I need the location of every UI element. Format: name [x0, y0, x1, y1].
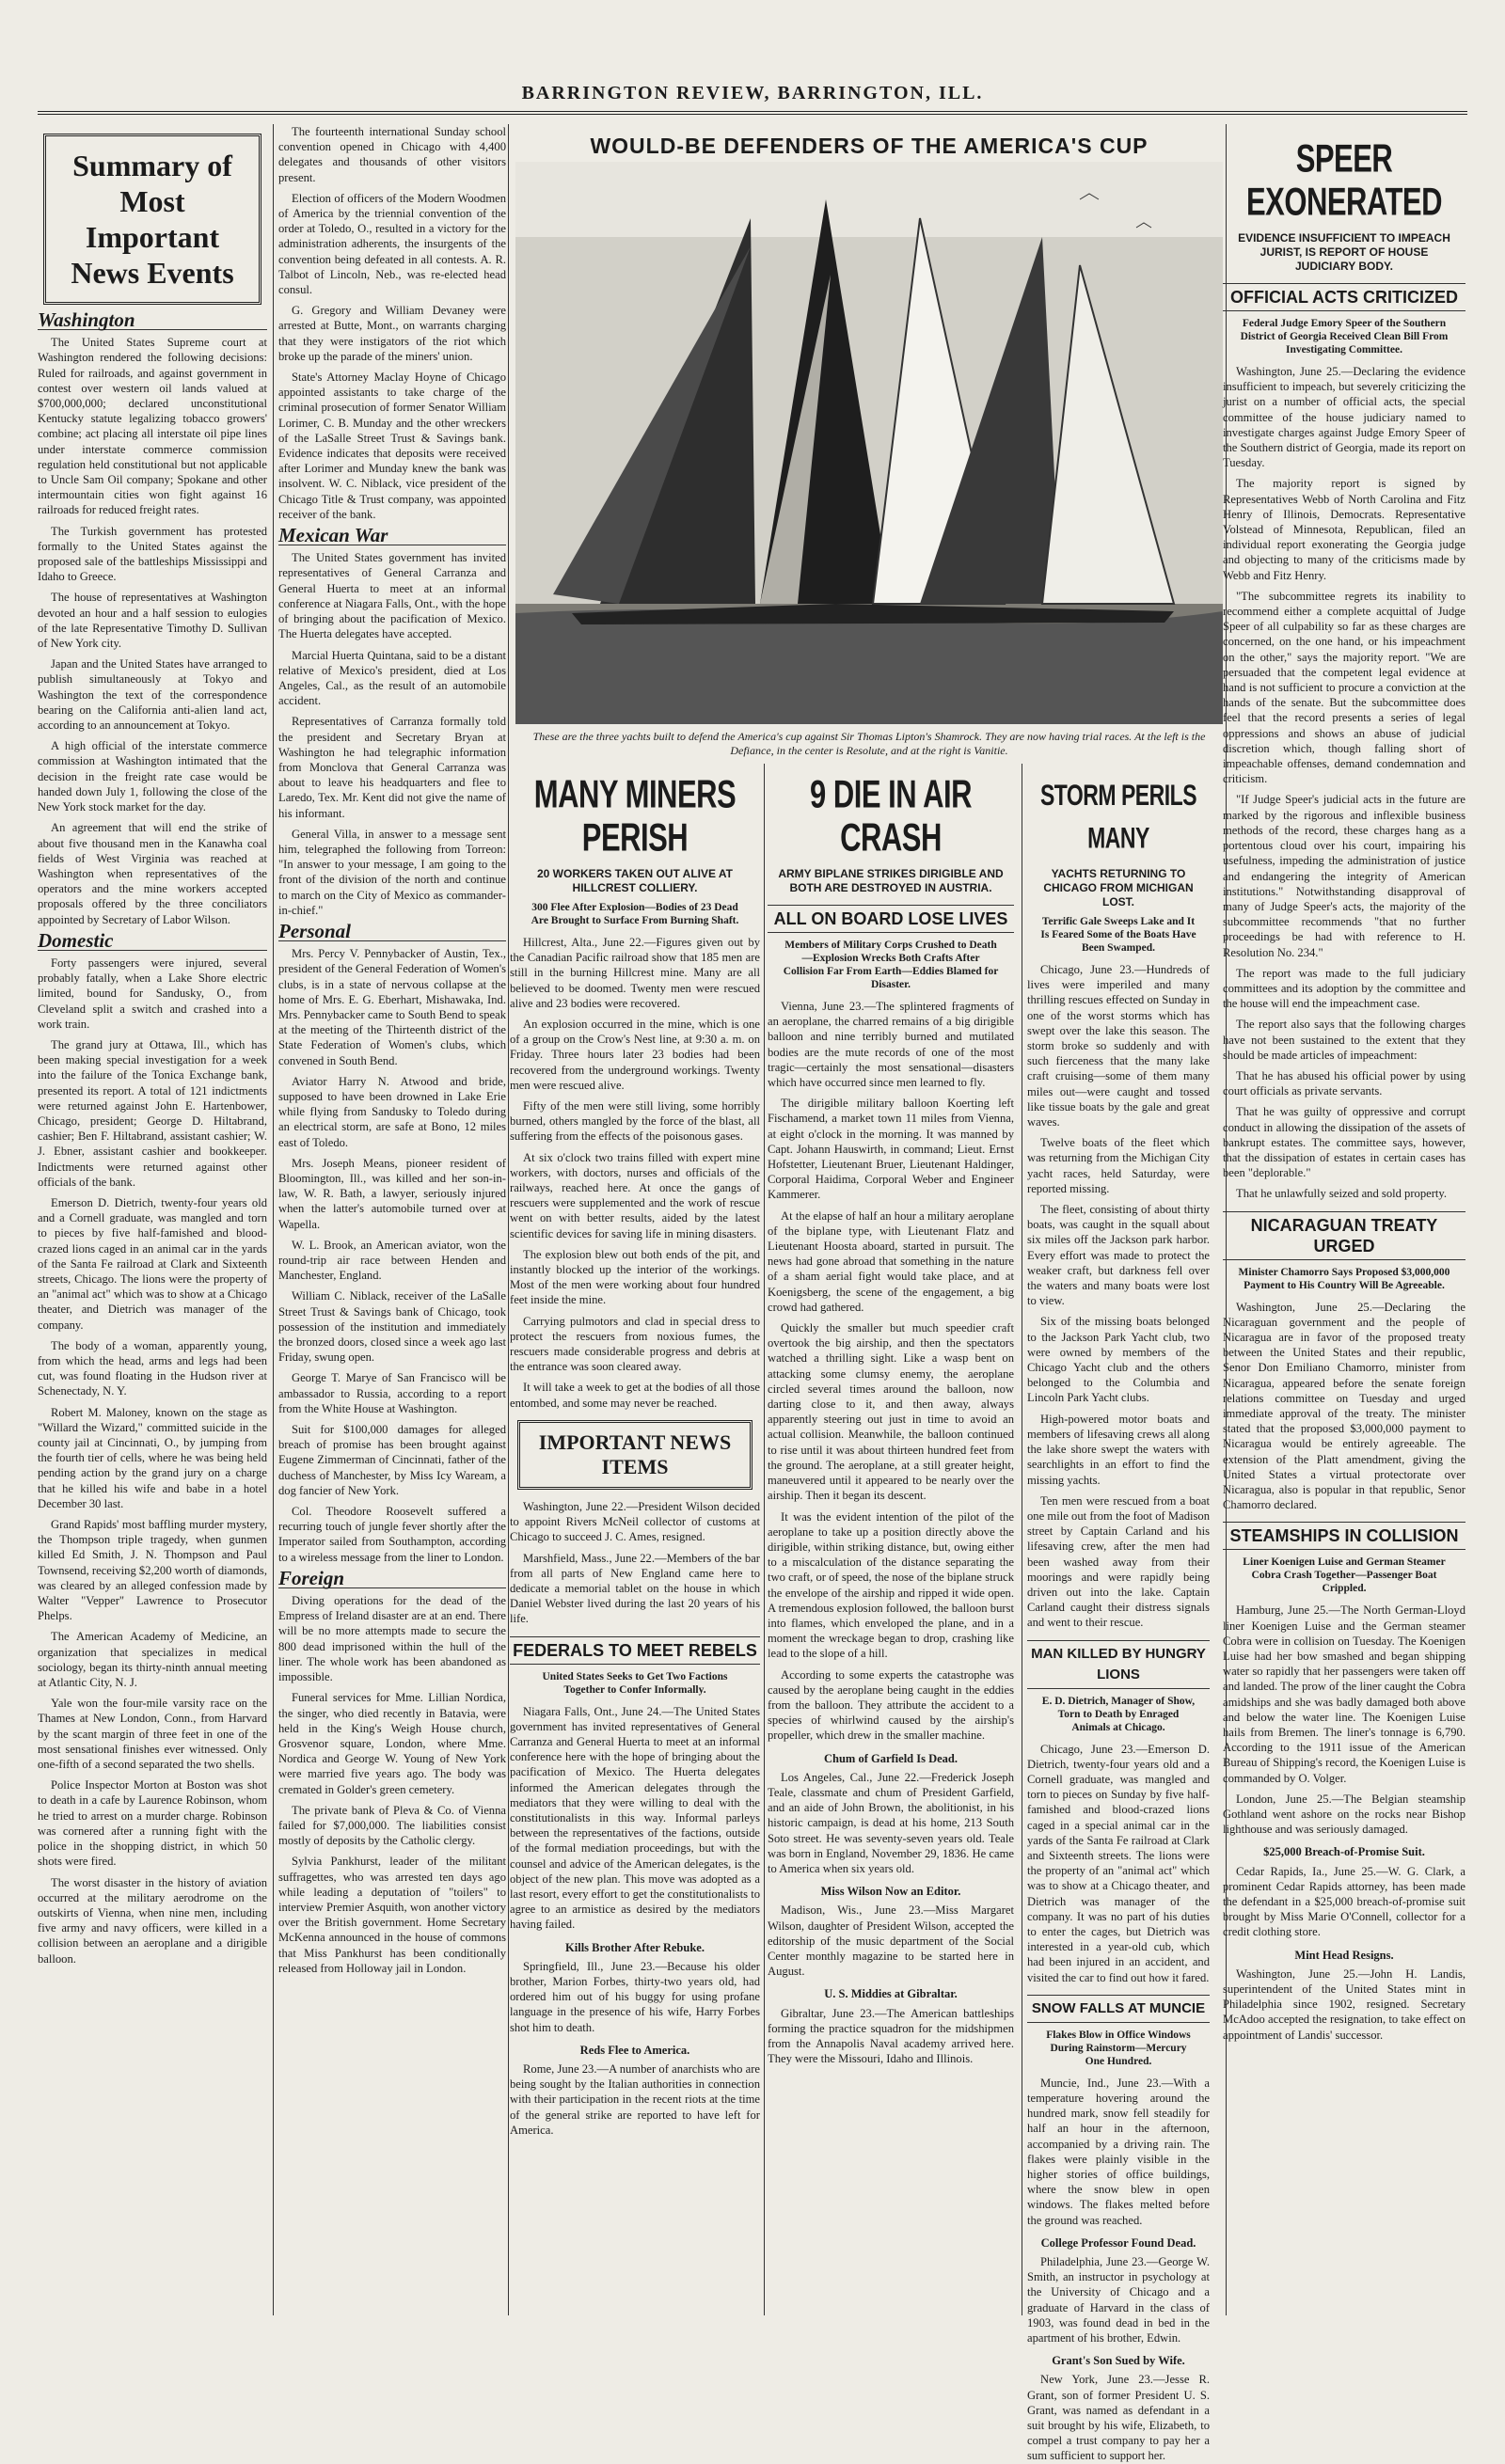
news-paragraph: Aviator Harry N. Atwood and bride, supposed to have been drowned in Lake Erie while flying from Sandusky to Toledo during an electrical storm, are safe at Bono, 12 miles east of Toledo.	[278, 1074, 506, 1149]
story-kills-brother: Springfield, Ill., June 23.—Because his older brother, Marion Forbes, thirty-two years old, had ordered him out of his buggy for using profane language in the presence of his wife, Harry Forbes shot him to death.	[510, 1959, 760, 2034]
yacht-photo	[515, 162, 1223, 724]
deck-speer: EVIDENCE INSUFFICIENT TO IMPEACH JURIST, IS REPORT OF HOUSE JUDICIARY BODY.	[1238, 231, 1450, 273]
news-paragraph: Marcial Huerta Quintana, said to be a distant relative of Mexico's president, died at Los Angeles, Cal., as the result of an automobile accident.	[278, 648, 506, 708]
news-paragraph: The grand jury at Ottawa, Ill., which has been making special investigation for a week into the failure of the Tonica Exchange bank, presented its report. A total of 121 indictments were returned against John E. Hartenbower, Chicago, president; George D. Hiltabrand, cashier; Ben F. Hiltabrand, assistant cashier; W. J. Ebner, assistant cashier and bookkeeper. Indictments were returned against other officials of the bank.	[38, 1037, 267, 1189]
news-paragraph: Col. Theodore Roosevelt suffered a recurring touch of jungle fever shortly after the Imperator sailed from Southampton, according to a wireless message from the liner to London.	[278, 1505, 506, 1564]
news-paragraph: Vienna, June 23.—The splintered fragments of an aeroplane, the charred remains of a big dirigible balloon and nine terribly burned and mutilated bodies are the mute records of one of the most tragic—certainly the most sensational—disasters which have occurred since men learned to fly.	[768, 1000, 1014, 1090]
news-paragraph: Funeral services for Mme. Lillian Nordica, the singer, who died recently in Batavia, were held in the King's Weigh House church, Grosvenor square, London, where Mme. Nordica and George W. Young of New York were married five years ago. The body was cremated in Golder's green cemetery.	[278, 1691, 506, 1796]
story-miss-wilson: Madison, Wis., June 23.—Miss Margaret Wilson, daughter of President Wilson, accepted the editorship of the music department of the Social Center monthly magazine to be started here in August.	[768, 1903, 1014, 1979]
news-paragraph: Japan and the United States have arranged to publish simultaneously at Tokyo and Washington the text of the correspondence bearing on the California anti-alien land act, according to an announcement at Tokyo.	[38, 657, 267, 733]
news-paragraph: Hamburg, June 25.—The North German-Lloyd liner Koenigen Luise and the German steamer Cobra were in collision on Tuesday. The Koenigen Luise had her bow smashed and began shipping water so rapidly that her passengers were taken off and landed. The prow of the liner caught the Cobra amidships and she was badly damaged both above and below the water line. The Koenigen Luise hails from Bremen. The liner's tonnage is 6,790. According to the 1911 issue of the American Bureau of Shipping's record, the Koenigen Luise is commanded by O. Volger.	[1223, 1603, 1465, 1785]
headline-storm: STORM PERILS MANY	[1039, 778, 1197, 855]
story-grant: New York, June 23.—Jesse R. Grant, son of former President U. S. Grant, was named as defendant in a suit brought by his wife, Elizabeth, to compel a trust company to pay her a sum sufficient to support her.	[1027, 2373, 1210, 2463]
news-paragraph: Robert M. Maloney, known on the stage as "Willard the Wizard," committed suicide in the county jail at Cincinnati, O., by jumping from the fourth tier of cells, where he was being held pending action by the grand jury on a charge that he killed his wife and babe in a hotel December 30 last.	[38, 1405, 267, 1510]
subdeck-air-crash: Members of Military Corps Crushed to Death—Explosion Wrecks Both Crafts After Collision Far From Earth—Eddies Blamed for Disaster.	[783, 940, 999, 990]
mexican-items	[278, 550, 506, 918]
news-paragraph: Washington, June 25.—Declaring the evidence insufficient to impeach, but severely criticizing the jurist on a number of official acts, the special committee of the house judiciary named to investigate charges against Judge Emory Speer of the Southern district of Georgia, made its report on Tuesday.	[1223, 365, 1465, 470]
news-paragraph: Washington, June 22.—President Wilson decided to appoint Rivers McNeil collector of customs at Chicago to succeed J. C. Ames, resigned.	[510, 1499, 760, 1544]
headline-grant: Grant's Son Sued by Wife.	[1052, 2354, 1185, 2368]
section-foreign: Foreign	[278, 1571, 506, 1588]
column-storm	[1027, 764, 1210, 2463]
news-paragraph: Forty passengers were injured, several probably fatally, when a Lake Shore electric limited, bound for Sandusky, O., from Cleveland split a switch and crashed into a work train.	[38, 956, 267, 1031]
headline-miss-wilson: Miss Wilson Now an Editor.	[820, 1885, 961, 1899]
news-paragraph: Diving operations for the dead of the Empress of Ireland disaster are at an end. There will be no more attempts made to secure the 800 dead imprisoned within the hull of the liner. The whole work has been abandoned as impossible.	[278, 1594, 506, 1684]
story-miners	[510, 935, 760, 1411]
headline-nicaragua: NICARAGUAN TREATY URGED	[1223, 1211, 1465, 1260]
news-paragraph: The house of representatives at Washington devoted an hour and a half session to eulogies of the late Representative Timothy D. Sullivan of New York city.	[38, 591, 267, 651]
story-lions: Chicago, June 23.—Emerson D. Dietrich, twenty-four years old and a Cornell graduate, was mangled and torn to pieces on Sunday by five half-famished and blood-crazed lions caged in a special animal car in the yards of the Santa Fe railroad at Clark and Sixteenth streets. The lions were the property of an "animal act" which was to show at a Chicago theater, and Dietrich was manager of the company. It was no part of his duties to enter the cages, but Dietrich was interested in a year-old cub, which had been injured in an accident, and visited the car to find out how it fared.	[1027, 1742, 1210, 1984]
deck-federals: United States Seeks to Get Two Factions Together to Confer Informally.	[542, 1670, 728, 1696]
story-steamships	[1223, 1603, 1465, 1837]
headline-lions: MAN KILLED BY HUNGRY LIONS	[1027, 1640, 1210, 1689]
story-breach: Cedar Rapids, Ia., June 25.—W. G. Clark, a prominent Cedar Rapids attorney, has been made the defendant in a $25,000 breach-of-promise suit brought by Miss Marie O'Connell, collector for a credit clothing store.	[1223, 1864, 1465, 1939]
story-chum-garfield: Los Angeles, Cal., June 22.—Frederick Joseph Teale, classmate and chum of President Garfield, and an aide of John Brown, the abolitionist, in his historic campaign, is dead at his home, 213 South Soto street. He was seventy-seven years old. Teale was born in England, November 29, 1836. He came to America when six years old.	[768, 1770, 1014, 1875]
news-paragraph: "The subcommittee regrets its inability to recommend either a complete acquittal of Judge Speer of all culpability so far as these charges are concerned, on the one hand, or his impeachment on the other," says the majority report. "We are persuaded that the competent legal evidence at hand is not sufficient to procure a conviction at the hands of the senate. But the subcommittee does feel that the record presents a series of legal oppressions and shows an abuse of judicial discretion which, though falling short of impeachable offenses, demand condemnation and criticism.	[1223, 589, 1465, 786]
news-paragraph: The majority report is signed by Representatives Webb of North Carolina and Fitz Henry of Illinois, Democrats. Representative Volstead of Minnesota, Republican, filed an individual report exonerating the Georgia judge and objecting to many of the criticisms made by Webb and Fitz Henry.	[1223, 477, 1465, 582]
headline-air-crash: 9 DIE IN AIR CRASH	[810, 771, 972, 860]
story-storm	[1027, 962, 1210, 1631]
headline-steamships: STEAMSHIPS IN COLLISION	[1223, 1522, 1465, 1550]
news-paragraph: The dirigible military balloon Koerting left Fischamend, a market town 11 miles from Vienna, at eight o'clock in the morning. It was manned by Capt. Johann Hauswirth, in command; Lieut. Ernst Hofstetter, Lieutenant Bruer, Lieutenant Haldinger, Corporal Haidima, Corporal Weber and Engineer Kammerer.	[768, 1097, 1014, 1202]
story-snow: Muncie, Ind., June 23.—With a temperature hovering around the hundred mark, snow fell steadily for half an hour in the afternoon, accompanied by a driving rain. The flakes were plainly visible in the higher stories of office buildings, where the snow blew in open windows. The flakes melted before the ground was reached.	[1027, 2076, 1210, 2227]
news-paragraph: Election of officers of the Modern Woodmen of America by the triennial convention of the order at Toledo, O., resulted in a victory for the administration adherents, the insurgents of the convention being defeated in all contests. A. R. Talbot of Lincoln, Neb., was re-elected head consul.	[278, 191, 506, 297]
news-paragraph: The report was made to the full judiciary committees and its adoption by the committee and the house will end the impeachment case.	[1223, 966, 1465, 1011]
story-federals	[510, 1704, 760, 1933]
headline-kills-brother: Kills Brother After Rebuke.	[565, 1940, 705, 1954]
news-paragraph: The private bank of Pleva & Co. of Vienna failed for $7,000,000. The liabilities consist mostly of deposits by the Catholic clergy.	[278, 1803, 506, 1848]
domestic-items	[38, 956, 267, 1966]
news-paragraph: Ten men were rescued from a boat one mile out from the foot of Madison street by Captain Carland and his lifesaving crew, after the men had been washed away from their moorings and were rapidly being driven out into the lake. Captain Carland caught their distress signals and went to their rescue.	[1027, 1493, 1210, 1630]
important-news-box: IMPORTANT NEWS ITEMS	[517, 1420, 752, 1490]
deck-miners: 20 WORKERS TAKEN OUT ALIVE AT HILLCREST COLLIERY.	[536, 867, 733, 894]
deck-lions: E. D. Dietrich, Manager of Show, Torn to Death by Enraged Animals at Chicago.	[1041, 1695, 1196, 1733]
news-paragraph: The fourteenth international Sunday school convention opened in Chicago with 4,400 delegates and thousands of other visitors present.	[278, 125, 506, 184]
headline-breach: $25,000 Breach-of-Promise Suit.	[1263, 1845, 1425, 1859]
column-miners	[510, 764, 760, 2315]
news-paragraph: According to some experts the catastrophe was caused by the aeroplane being caught in the eddies from the balloon. They attribute the accident to a species of whirlwind caused by the airship's propeller, which drew in the smaller machine.	[768, 1667, 1014, 1743]
news-paragraph: A high official of the interstate commerce commission at Washington intimated that the decision in the freight rate case would be handed down July 1, following the close of the New York stock market for the day.	[38, 739, 267, 814]
headline-federals: FEDERALS TO MEET REBELS	[510, 1636, 760, 1665]
news-paragraph: Grand Rapids' most baffling murder mystery, the Thompson triple tragedy, when gunmen killed Ed Smith, J. N. Thompson and Paul Townsend, receiving $2,200 worth of diamonds, was cleared by an alleged confession made by Walter "Vepper" Lawrence to Prosecutor Phelps.	[38, 1518, 267, 1623]
column-rule	[508, 124, 509, 2315]
news-paragraph: Fifty of the men were still living, some horribly burned, others mangled by the force of the blast, all suffering from the effects of the poisonous gases.	[510, 1099, 760, 1144]
news-paragraph: At the elapse of half an hour a military aeroplane of the biplane type, with Lieutenant Flatz and Lieutenant Hoosta aboard, started in pursuit. The news had gone abroad that something in the nature of a sham aerial fight would take place, and at Koenigsberg, the scene of the engagement, a big crowd had gathered.	[768, 1208, 1014, 1314]
domestic-items-cont	[278, 124, 506, 522]
news-paragraph: It was the evident intention of the pilot of the aeroplane to take up a position directly above the dirigible, within striking distance, but, owing either to a miscalculation of the distance separating the two craft, or of speed, the nose of the biplane struck the envelope of the airship and ripped it wide open. A tremendous explosion followed, the balloon burst into flames, which enveloped the plane, and in a moment the wreckage began to drop, crashing like lead to the slope of a hill.	[768, 1509, 1014, 1661]
important-items	[510, 1499, 760, 1627]
news-paragraph: Suit for $100,000 damages for alleged breach of promise has been brought against Eugene Zimmerman of Cincinnati, father of the duchess of Manchester, by Miss Icy Waream, a dog fancier of New York.	[278, 1423, 506, 1497]
news-paragraph: The United States government has invited representatives of General Carranza and General Huerta to meet at an informal conference at Niagara Falls, Ont., with the hope of bringing about the pacification of Mexico. The Huerta delegates have accepted.	[278, 551, 506, 641]
news-paragraph: Hillcrest, Alta., June 22.—Figures given out by the Canadian Pacific railroad show that 185 men are still in the burning Hillcrest mine. Many are all believed to be doomed. Twenty men were rescued alive and 23 bodies were recovered.	[510, 936, 760, 1010]
column-rule	[764, 764, 765, 2315]
story-middies: Gibraltar, June 23.—The American battleships forming the practice squadron for the midshipmen from the Annapolis Naval academy arrived here. They were the Missouri, Idaho and Illinois.	[768, 2006, 1014, 2066]
headline-chum-garfield: Chum of Garfield Is Dead.	[823, 1751, 958, 1765]
news-paragraph: The report also says that the following charges have not been sustained to the extent that they should be made articles of impeachment:	[1223, 1018, 1465, 1062]
news-paragraph: At six o'clock two trains filled with expert mine workers, with doctors, nurses and officials of the railways, reached here. At once the gangs of rescuers were supplemented and the work of rescue went on with better results, aided by the latest scientific devices for saving life in mining disasters.	[510, 1150, 760, 1240]
headline-mint: Mint Head Resigns.	[1294, 1948, 1394, 1962]
subdeck-speer: Federal Judge Emory Speer of the Southern District of Georgia Received Clean Bill From Investigating Committee.	[1240, 318, 1449, 355]
personal-items	[278, 946, 506, 1565]
column-speer	[1223, 124, 1465, 2315]
news-paragraph: General Villa, in answer to a message sent him, telegraphed the following from Torreon: "In answer to your message, I am going to the front of the division of the north and continue to march on the City of Mexico as commander-in-chief."	[278, 827, 506, 917]
story-air-crash	[768, 999, 1014, 1744]
deck-nicaragua: Minister Chamorro Says Proposed $3,000,000 Payment to His Country Will Be Agreeable.	[1238, 1266, 1450, 1291]
section-personal: Personal	[278, 924, 506, 941]
column-rule	[273, 124, 274, 2315]
news-paragraph: Twelve boats of the fleet which was returning from the Michigan City yacht races, held Saturday, were reported missing.	[1027, 1136, 1210, 1195]
news-paragraph: Police Inspector Morton at Boston was shot to death in a cafe by Laurence Robinson, whom he tried to arrest on a murder charge. Robinson was cornered after a running fight with the police in the shopping district, in which 50 shots were fired.	[38, 1778, 267, 1869]
masthead: BARRINGTON REVIEW, BARRINGTON, ILL.	[521, 83, 984, 103]
news-paragraph: State's Attorney Maclay Hoyne of Chicago appointed assistants to take charge of the criminal prosecution of former Senator William Lorimer, C. B. Munday and the other wreckers of the LaSalle Street Trust & Savings bank. Evidence indicates that deposits were received after Lorimer and Munday knew the bank was insolvent. W. C. Niblack, vice president of the Chicago Title & Trust company, was appointed receiver of the bank.	[278, 371, 506, 521]
news-paragraph: Sylvia Pankhurst, leader of the militant suffragettes, who was arrested ten days ago while leading a deputation of "toilers" to interview Premier Asquith, won another victory over the British government. Home Secretary McKenna announced in the house of commons that Miss Pankhurst has been conditionally released from Holloway jail in London.	[278, 1855, 506, 1975]
news-paragraph: The worst disaster in the history of aviation occurred at the military aerodrome on the outskirts of Vienna, when nine men, including five army and navy officers, were killed in a collision between an aeroplane and a dirigible balloon.	[38, 1875, 267, 1966]
news-paragraph: An explosion occurred in the mine, which is one of a group on the Crow's Nest line, at 9:30 a. m. on Friday. Three hours later 23 bodies had been recovered from the underground workings. Twenty men were rescued alive.	[510, 1018, 760, 1092]
summary-title-box: Summary of Most Important News Events	[43, 134, 261, 305]
headline-reds-flee: Reds Flee to America.	[579, 2043, 690, 2057]
news-paragraph: G. Gregory and William Devaney were arrested at Butte, Mont., on warrants charging that they were instigators of the riot which broke up the parade of the miners' union.	[278, 304, 506, 363]
news-paragraph: Chicago, June 23.—Hundreds of lives were imperiled and many thrilling rescues effected on Sunday in one of the worst storms which has swept over the lake this season. The storm broke so suddenly and with such fierceness that the many lake craft cruising—some of them many miles out—were caught and tossed like tissue boats by the gale and great waves.	[1027, 963, 1210, 1129]
foreign-items	[278, 1593, 506, 1976]
story-mint: Washington, June 25.—John H. Landis, superintendent of the United States mint in Philadelphia since 1902, resigned. Secretary McAdoo accepted the resignation, to take effect on appointment of Landis' successor.	[1223, 1966, 1465, 2042]
news-paragraph: Yale won the four-mile varsity race on the Thames at New London, Conn., from Harvard by the scant margin of three feet in one of the most sensational finishes ever witnessed. Only one-fifth of a second separated the two shells.	[38, 1697, 267, 1772]
headline-snow: SNOW FALLS AT MUNCIE	[1027, 1995, 1210, 2023]
news-paragraph: Emerson D. Dietrich, twenty-four years old and a Cornell graduate, was mangled and torn to pieces by five half-famished and blood-crazed lions caged in an animal car in the yards of the Santa Fe railroad at Clark and Sixteenth streets, Chicago. The lions were the property of an "animal act" which was to show at a Chicago theater, and Dietrich was manager of the company.	[38, 1195, 267, 1332]
headline-speer: SPEER EXONERATED	[1245, 135, 1442, 224]
news-paragraph: The explosion blew out both ends of the pit, and instantly blocked up the interior of the workings. Most of the men were working about four hundred feet inside the mine.	[510, 1247, 760, 1307]
news-paragraph: W. L. Brook, an American aviator, won the round-trip air race between Henden and Manchester, England.	[278, 1238, 506, 1283]
news-paragraph: Carrying pulmotors and clad in special dress to protect the rescuers from noxious fumes, the rescuers made considerable progress and debris at the entrance was soon cleared away.	[510, 1314, 760, 1374]
column-summary	[38, 124, 267, 2315]
deck2-air-crash: ALL ON BOARD LOSE LIVES	[768, 905, 1014, 933]
deck-steamships: Liner Koenigen Luise and German Steamer Cobra Crash Together—Passenger Boat Crippled.	[1243, 1556, 1446, 1595]
headline-miners: MANY MINERS PERISH	[533, 771, 737, 860]
subdeck-storm: Terrific Gale Sweeps Lake and It Is Feared Some of the Boats Have Been Swamped.	[1040, 916, 1196, 954]
photo-headline: WOULD-BE DEFENDERS OF THE AMERICA'S CUP	[590, 134, 1149, 158]
news-paragraph: That he was guilty of oppressive and corrupt conduct in allowing the dissipation of the assets of bankrupt estates. The committee says, however, that the dissipation of estates in certain cases has been "deplorable."	[1223, 1105, 1465, 1180]
news-paragraph: Niagara Falls, Ont., June 24.—The United States government has invited representatives of General Carranza and General Huerta to meet at an informal conference here with the hope of bringing about the pacification of Mexico. The Huerta delegates informed the American delegates through the mediators that they were willing to deal with the constitutionalists in this way. Informal parleys between the representatives of the factions, outside of the formal mediation proceedings, but with the counsel and advice of the American delegates, is the object of the new plan. This move was adopted as a last resort, every effort to get the constitutionalists to agree to an armistice as desired by the mediators having failed.	[510, 1704, 760, 1932]
news-paragraph: It will take a week to get at the bodies of all those entombed, and some may never be reached.	[510, 1381, 760, 1410]
news-paragraph: The American Academy of Medicine, an organization that specializes in medical sociology, began its thirty-ninth annual meeting at Atlantic City, N. J.	[38, 1630, 267, 1690]
section-washington: Washington	[38, 312, 267, 330]
deck-storm: YACHTS RETURNING TO CHICAGO FROM MICHIGAN LOST.	[1043, 867, 1194, 908]
headline-middies: U. S. Middies at Gibraltar.	[824, 1987, 958, 2001]
subdeck-miners: 300 Flee After Explosion—Bodies of 23 Dead Are Brought to Surface From Burning Shaft.	[531, 902, 739, 926]
news-paragraph: Mrs. Percy V. Pennybacker of Austin, Tex., president of the General Federation of Women's clubs, is in a state of nervous collapse at the home of Mrs. E. G. Eberhart, Mishawaka, Ind. Mrs. Pennybacker came to South Bend to speak at the meeting of the Thirteenth district of the State Federation of Women's clubs, which convened in South Bend.	[278, 947, 506, 1067]
section-domestic: Domestic	[38, 933, 267, 951]
news-paragraph: The fleet, consisting of about thirty boats, was caught in the squall about six miles off the Jackson park harbor. Every effort was made to protect the weaker craft, but darkness fell over the waters and many boats were lost to view.	[1027, 1203, 1210, 1308]
story-speer	[1223, 364, 1465, 1202]
deck-snow: Flakes Blow in Office Windows During Rainstorm—Mercury One Hundred.	[1046, 2029, 1191, 2067]
photo-caption: These are the three yachts built to defend the America's cup against Sir Thomas Lipton's Shamrock. They are now having trial races. At the left is the Defiance, in the center is Resolute, and at the right is Vanitie.	[532, 730, 1206, 757]
news-paragraph: Marshfield, Mass., June 22.—Members of the bar from all parts of New England came here to dedicate a memorial tablet on the house in which Daniel Webster lived during the last 20 years of his life.	[510, 1551, 760, 1626]
news-paragraph: Six of the missing boats belonged to the Jackson Park Yacht club, two were owned by members of the Chicago Yacht club and the others belonged to the Columbia and Lincoln Park Yacht clubs.	[1027, 1315, 1210, 1405]
news-paragraph: "If Judge Speer's judicial acts in the future are marked by the rigorous and inflexible business methods of the record, these charges hang as a portentous cloud over his court, impairing his usefulness, impeding the administration of justice and endangering the integrity of American institutions." Notwithstanding disapproval of many of Judge Speer's acts, the majority of the subcommittee recommends "that no further proceedings be had with reference to H. Resolution No. 234."	[1223, 793, 1465, 959]
news-paragraph: William C. Niblack, receiver of the LaSalle Street Trust & Savings bank of Chicago, took possession of the institution and immediately the bronzed doors, closed since a week ago last Friday, swung open.	[278, 1289, 506, 1365]
news-paragraph: The Turkish government has protested formally to the United States against the proposed sale of the battleships Mississippi and Idaho to Greece.	[38, 524, 267, 584]
news-paragraph: High-powered motor boats and members of lifesaving crews all along the lake shore swept the waters with searchlights in an effort to find the missing yachts.	[1027, 1412, 1210, 1487]
news-paragraph: George T. Marye of San Francisco will be ambassador to Russia, according to a report from the White House at Washington.	[278, 1371, 506, 1415]
section-mexican-war: Mexican War	[278, 528, 506, 545]
news-paragraph: The body of a woman, apparently young, from which the head, arms and legs had been cut, was found floating in the Hudson river at Schenectady, N. Y.	[38, 1338, 267, 1398]
news-paragraph: London, June 25.—The Belgian steamship Gothland went ashore on the rocks near Bishop lighthouse and was seriously damaged.	[1223, 1792, 1465, 1837]
news-paragraph: That he has abused his official power by using court officials as private servants.	[1223, 1068, 1465, 1098]
masthead-rule	[38, 111, 1467, 115]
deck-air-crash: ARMY BIPLANE STRIKES DIRIGIBLE AND BOTH ARE DESTROYED IN AUSTRIA.	[778, 867, 1004, 894]
story-nicaragua: Washington, June 25.—Declaring the Nicaraguan government and the people of Nicaragua are in favor of the proposed treaty between the United States and their republic, Senor Don Emiliano Chamorro, minister from Nicaragua, appeared before the senate foreign relations committee on Tuesday and urged immediate approval of the treaty. The minister stated that the proposed $3,000,000 payment to Nicaragua would be entirely agreeable. The extension of the Platt amendment, giving the United States a virtual protectorate over Nicaragua, also is popular in that republic, Senor Chamorro declared.	[1223, 1300, 1465, 1512]
news-paragraph: An agreement that will end the strike of about five thousand men in the Kanawha coal fields of West Virginia was reached at Washington when representatives of the operators and the mine workers accepted proposals offered by the three conciliators appointed by Secretary of Labor Wilson.	[38, 821, 267, 926]
story-reds-flee: Rome, June 23.—A number of anarchists who are being sought by the Italian authorities in connection with their participation in the recent riots at the time of the general strike are reported to have left for America.	[510, 2061, 760, 2137]
news-paragraph: That he unlawfully seized and sold property.	[1236, 1187, 1448, 1201]
deck2-speer: OFFICIAL ACTS CRITICIZED	[1223, 283, 1465, 311]
column-air-crash	[768, 764, 1014, 2315]
washington-items	[38, 335, 267, 927]
column-summary-2	[278, 124, 506, 2315]
headline-professor: College Professor Found Dead.	[1040, 2235, 1196, 2250]
news-paragraph: The United States Supreme court at Washington rendered the following decisions: Ruled for railroads, and against government in contest over western oil lands valued at $700,000,000; declared unconstitutional Kentucky statute legalizing tobacco growers' combine; act placing all interstate oil pipe lines under interstate commerce commission regulation held constitutional but not applicable to Uncle Sam Oil company; Spokane and other intermountain cities won fight against 16 railroads for reduced freight rates.	[38, 336, 267, 517]
news-paragraph: Quickly the smaller but much speedier craft overtook the big airship, and then the spectators watched a thrilling sight. Like a wasp bent on attacking some clumsy enemy, the aeroplane circled several times around the balloon, now darting close to it, and then away, always apparently steering out just in time to avoid an actual collision. Meanwhile, the balloon continued to rise until it was about thirteen hundred feet from the ground. The aeroplane, at a still greater height, maneuvered until it appeared to be nearly over the airship. Then it began its descent.	[768, 1321, 1014, 1503]
news-paragraph: Mrs. Joseph Means, pioneer resident of Bloomington, Ill., was killed and her son-in-law, W. R. Bath, a lawyer, seriously injured when the latter's automobile turned over at Wapella.	[278, 1156, 506, 1231]
news-paragraph: Representatives of Carranza formally told the president and Secretary Bryan at Washington he had telegraphic information from Monclova that General Carranza was about to leave his headquarters and flee to Laredo, Tex. Mr. Kent did not give the name of his informant.	[278, 715, 506, 820]
story-professor: Philadelphia, June 23.—George W. Smith, an instructor in psychology at the University of Chicago and a graduate of Harvard in the class of 1903, was found dead in bed in the apartment of his brother, Edwin.	[1027, 2255, 1210, 2346]
